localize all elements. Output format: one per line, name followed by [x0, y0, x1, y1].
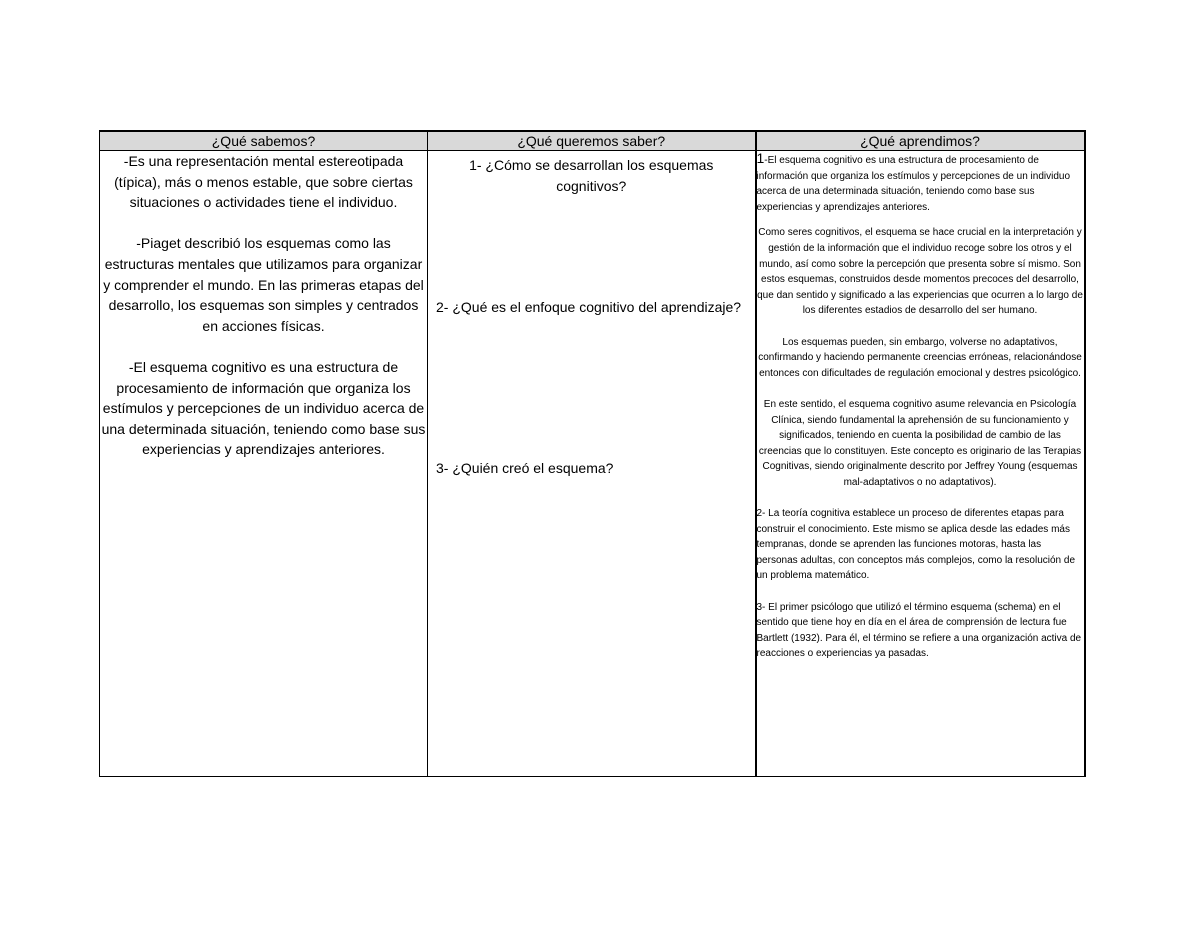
kwl-table: [99, 130, 1086, 777]
question-2: 2- ¿Qué es el enfoque cognitivo del aprendizaje?: [436, 299, 742, 315]
aprendimos-paragraph-1: [757, 151, 1084, 215]
sabemos-paragraph-1: -Es una representación mental estereotipada (típica), más o menos estable, que sobre ciertas situaciones o actividades tiene el individuo.: [114, 153, 413, 211]
aprendimos-paragraph-3: Los esquemas pueden, sin embargo, volverse no adaptativos, confirmando y haciendo permanente creencias erróneas, relacionándose entonces con dificultades de regulación emocional y destres psicológico.: [758, 336, 1082, 379]
header-que-aprendimos: ¿Qué aprendimos?: [756, 131, 1085, 151]
question-3: 3- ¿Quién creó el esquema?: [436, 460, 614, 476]
header-que-queremos-saber: ¿Qué queremos saber?: [428, 131, 756, 151]
cell-que-aprendimos: [756, 151, 1085, 777]
header-que-sabemos: ¿Qué sabemos?: [100, 131, 428, 151]
sabemos-paragraph-3: -El esquema cognitivo es una estructura de procesamiento de información que organiza los estímulos y percepciones de un individuo acerca de una determinada situación, teniendo como base sus experiencias y aprendizajes anteriores.: [101, 358, 426, 458]
aprendimos-answer-3: 3- El primer psicólogo que utilizó el término esquema (schema) en el sentido que tiene hoy en día en el área de comprensión de lectura fue Bartlett (1932). Para él, el término se refiere a una organización activa de reacciones o experiencias ya pasadas.: [756, 601, 1082, 660]
cell-que-queremos-saber: [428, 151, 756, 777]
aprendimos-paragraph-2: Como seres cognitivos, el esquema se hace crucial en la interpretación y gestión de la información que el individuo recoge sobre los otros y el mundo, así como sobre la percepción que presenta sobre sí mismo. Son estos esquemas, construidos desde momentos precoces del desarrollo, que dan sentido y significado a las experiencias que ocurren a lo largo de los diferentes estadios de desarrollo del ser humano.: [757, 227, 1083, 317]
aprendimos-paragraph-4: En este sentido, el esquema cognitivo asume relevancia en Psicología Clínica, siendo fundamental la aprehensión de su funcionamiento y significados, teniendo en cuenta la posibilidad de cambio de las creencias que lo constituyen. Este concepto es originario de las Terapias Cognitivas, siendo originalmente descrito por Jeffrey Young (esquemas mal-adaptativos o no adaptativos).: [758, 398, 1082, 488]
sabemos-paragraph-2: -Piaget describió los esquemas como las estructuras mentales que utilizamos para organizar y comprender el mundo. En las primeras etapas del desarrollo, los esquemas son simples y centrados en acciones físicas.: [103, 235, 424, 334]
aprendimos-answer-2: 2- La teoría cognitiva establece un proceso de diferentes etapas para construir el conocimiento. Este mismo se aplica desde las edades más tempranas, donde se aprenden las funciones motoras, hasta las personas adultas, con conceptos más complejos, como la resolución de un problema matemático.: [756, 508, 1076, 582]
aprendimos-text-1: -El esquema cognitivo es una estructura de procesamiento de información que organiza los estímulos y percepciones de un individuo acerca de una determinada situación, teniendo como base sus experiencias y aprendizajes anteriores.: [756, 155, 1071, 213]
question-1: 1- ¿Cómo se desarrollan los esquemas cognitivos?: [469, 157, 714, 194]
cell-que-sabemos: [100, 151, 428, 777]
header-row: [100, 131, 1085, 151]
aprendimos-number-1: 1: [756, 150, 765, 166]
content-row: [100, 151, 1085, 777]
